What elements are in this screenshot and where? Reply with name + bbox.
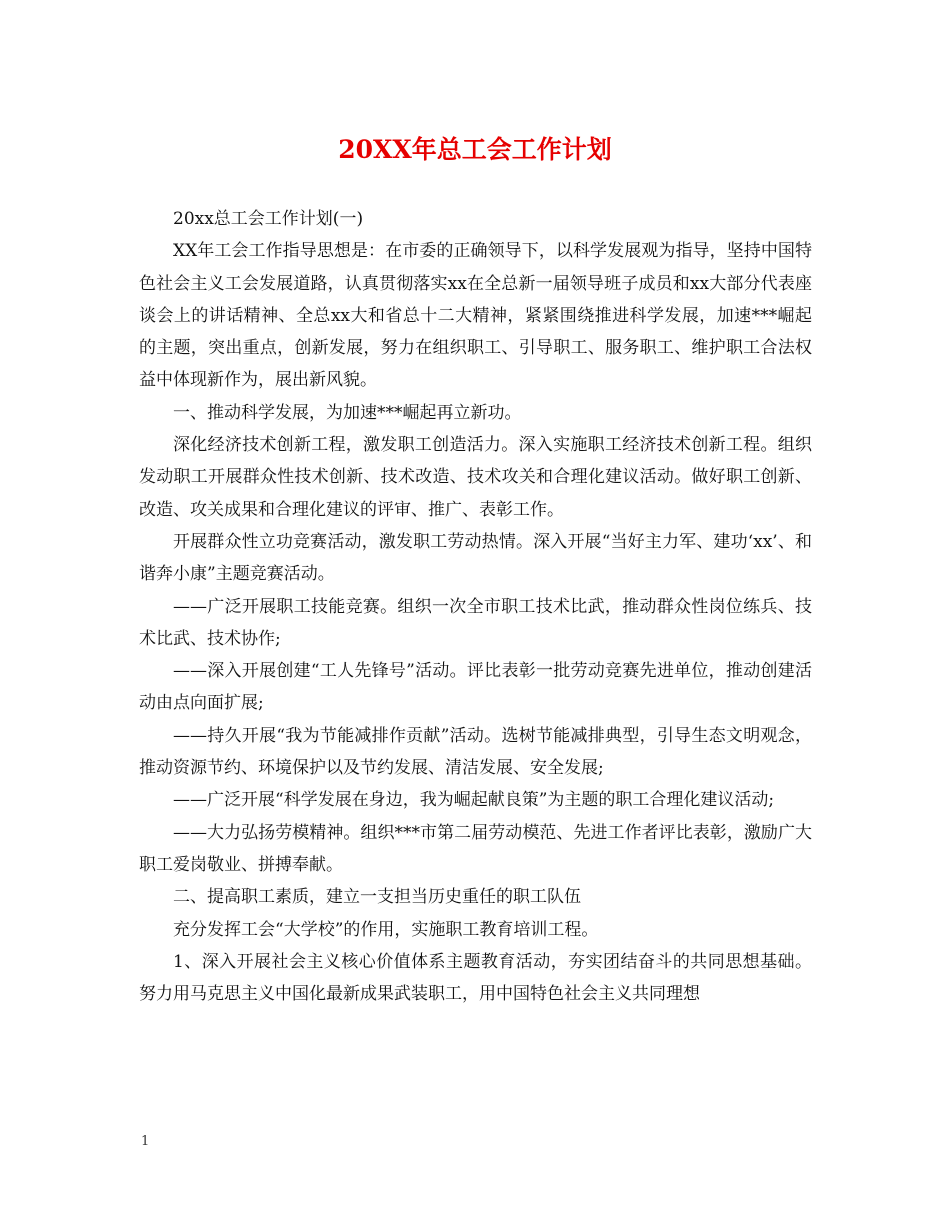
paragraph-school: 充分发挥工会“大学校”的作用，实施职工教育培训工程。	[173, 919, 599, 940]
document-title: 20XX年总工会工作计划	[338, 135, 612, 164]
page-number: 1	[141, 1134, 150, 1149]
paragraph-core-values: 1、深入开展社会主义核心价值体系主题教育活动，夯实团结奋斗的共同思想基础。努力用马克思主义中国化最新成果武装职工，用中国特色社会主义共同理想	[139, 951, 812, 1005]
list-item-model-workers: ——大力弘扬劳模精神。组织***市第二届劳动模范、先进工作者评比表彰，激励广大职工爱岗敬业、拼搏奉献。	[139, 822, 812, 875]
list-item-pioneer: ——深入开展创建“工人先锋号”活动。评比表彰一批劳动竞赛先进单位，推动创建活动由点向面扩展;	[139, 661, 812, 714]
section-heading-1: 一、推动科学发展，为加速***崛起再立新功。	[173, 402, 522, 423]
paragraph-guiding-thought: XX年工会工作指导思想是：在市委的正确领导下，以科学发展观为指导，坚持中国特色社会主义工会发展道路，认真贯彻落实xx在全总新一届领导班子成员和xx大部分代表座谈会上的讲话精神、全总xx大和省总十二大精神，紧紧围绕推进科学发展，加速***崛起的主题，突出重点，创新发展，努力在组织职工、引导职工、服务职工、维护职工合法权益中体现新作为，展出新风貌。	[139, 241, 812, 391]
document-body	[139, 203, 812, 1010]
paragraph-competition: 开展群众性立功竞赛活动，激发职工劳动热情。深入开展“当好主力军、建功‘xx’、和谐奔小康”主题竞赛活动。	[139, 531, 812, 585]
list-item-skills: ——广泛开展职工技能竞赛。组织一次全市职工技术比武，推动群众性岗位练兵、技术比武、技术协作;	[139, 596, 812, 649]
section-heading-2: 二、提高职工素质，建立一支担当历史重任的职工队伍	[173, 887, 581, 908]
list-item-suggestions: ——广泛开展“科学发展在身边，我为崛起献良策”为主题的职工合理化建议活动;	[173, 790, 775, 811]
paragraph-subtitle: 20xx总工会工作计划(一)	[173, 209, 364, 229]
list-item-energy: ——持久开展“我为节能减排作贡献”活动。选树节能减排典型，引导生态文明观念，推动资源节约、环境保护以及节约发展、清洁发展、安全发展;	[139, 725, 812, 779]
paragraph-innovation: 深化经济技术创新工程，激发职工创造活力。深入实施职工经济技术创新工程。组织发动职工开展群众性技术创新、技术改造、技术攻关和合理化建议活动。做好职工创新、改造、攻关成果和合理化建议的评审、推广、表彰工作。	[139, 435, 812, 520]
